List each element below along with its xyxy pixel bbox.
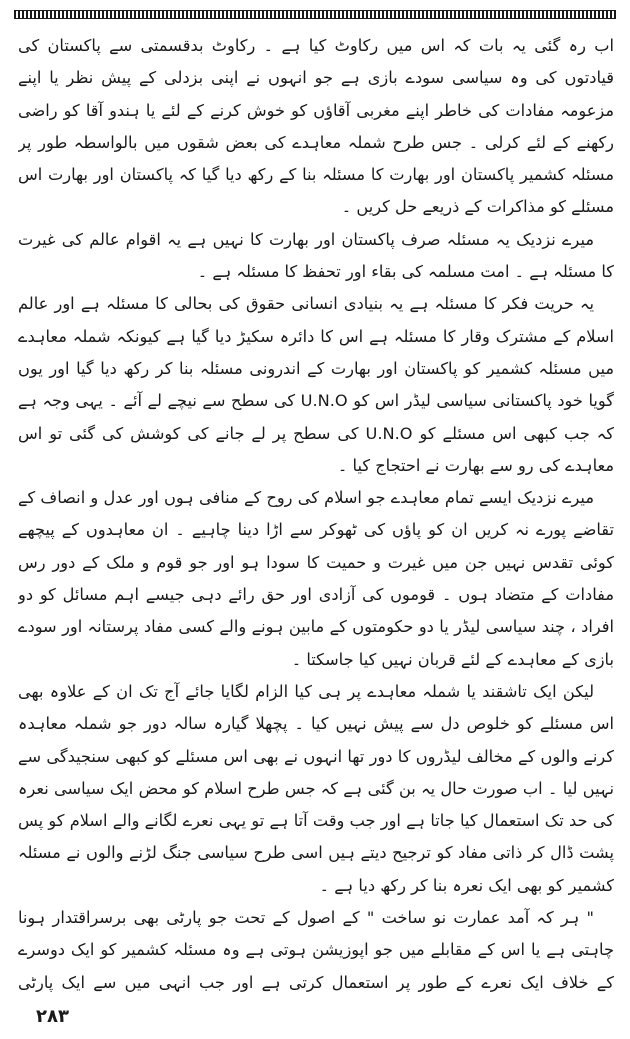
paragraph-3: یہ حریت فکر کا مسئلہ ہے یہ بنیادی انسانی حقوق کی بحالی کا مسئلہ ہے اور عالم اسلام کے مشترک وقار کا مسئلہ ہے اس کا دائرہ سکیڑ دیا گیا ہے کیونکہ شملہ معاہدے میں مسئلہ کشمیر کو پاکستان اور بھارت کے اندرونی مسئلہ بنا کر رکھ دیا گیا اور یوں گویا خود پاکستانی سیاسی لیڈر اس کو U.N.O کی سطح سے نیچے لے آئے ۔ یہی وجہ ہے کہ جب کبھی اس مسئلے کو U.N.O کی سطح پر لے جانے کی کوشش کی گئی تو اس معاہدے کی رو سے بھارت نے احتجاج کیا ۔: [18, 294, 614, 475]
paragraph-4: میرے نزدیک ایسے تمام معاہدے جو اسلام کی روح کے منافی ہوں اور عدل و انصاف کے تقاضے پورے نہ کریں ان کو پاؤں کی ٹھوکر سے اڑا دینا چاہیے ۔ ان معاہدوں کے پیچھے کوئی تقدس نہیں جن میں غیرت و حمیت کا سودا ہو اور جو قوم و ملک کے دور رس مفادات کے متضاد ہوں ۔ قوموں کی آزادی اور حق رائے دہی جیسے اہم مسائل کو دو افراد ، چند سیاسی لیڈر یا دو حکومتوں کے مابین ہونے والے کسی مفاد پرستانہ اور سودے بازی کے معاہدے کے لئے قربان نہیں کیا جاسکتا ۔: [18, 488, 614, 669]
top-border-rule: [14, 10, 616, 19]
paragraph-2: میرے نزدیک یہ مسئلہ صرف پاکستان اور بھارت کا نہیں ہے یہ اقوام عالم کی غیرت کا مسئلہ ہے ۔ امت مسلمہ کی بقاء اور تحفظ کا مسئلہ ہے ۔: [18, 229, 614, 282]
page-number: ۲۸۳: [36, 1006, 69, 1027]
book-page-text: [18, 30, 614, 998]
paragraph-5: لیکن ایک تاشقند یا شملہ معاہدے پر ہی کیا الزام لگایا جائے آج تک ان کے علاوہ بھی اس مسئلے کو خلوص دل سے پیش نہیں کیا ۔ پچھلا گیارہ سالہ دور جو شملہ معاہدہ کرنے والوں کے مخالف لیڈروں کا دور تھا انہوں نے بھی اس مسئلے کو کبھی سنجیدگی سے نہیں لیا ۔ اب صورت حال یہ بن گئی ہے کہ جس طرح اسلام کو محض ایک سیاسی نعرہ کی حد تک استعمال کیا جاتا ہے اور جب وقت آتا ہے تو یہی نعرے لگانے والے اسلام کو پس پشت ڈال کر ذاتی مفاد کو ترجیح دیتے ہیں اسی طرح سیاسی جنگ لڑنے والوں نے مسئلہ کشمیر کو بھی ایک نعرہ بنا کر رکھ دیا ہے ۔: [18, 681, 614, 895]
paragraph-6: " ہر کہ آمد عمارت نو ساخت " کے اصول کے تحت جو پارٹی بھی برسراقتدار ہونا چاہتی ہے یا اس کے مقابلے میں جو اپوزیشن ہوتی ہے وہ مسئلہ کشمیر کو ایک دوسرے کے خلاف ایک نعرے کے طور پر استعمال کرتی ہے اور جب انہی میں سے ایک پارٹی: [18, 908, 614, 992]
paragraph-1: اب رہ گئی یہ بات کہ اس میں رکاوٹ کیا ہے ۔ رکاوٹ بدقسمتی سے پاکستان کی قیادتوں کی وہ سیاسی سودے بازی ہے جو انہوں نے اپنی بزدلی کے پیش نظر یا اپنے مزعومہ مفادات کی خاطر اپنے مغربی آقاؤں کو خوش کرنے کے لئے یا ہندو آقا کو راضی رکھنے کے لئے کرلی ۔ جس طرح شملہ معاہدے کی بعض شقوں میں بالواسطہ طور پر مسئلہ کشمیر پاکستان اور بھارت کا مسئلہ بنا کے رکھ دیا گیا کہ پاکستان اور بھارت اس مسئلے کو مذاکرات کے ذریعے حل کریں ۔: [18, 36, 614, 217]
